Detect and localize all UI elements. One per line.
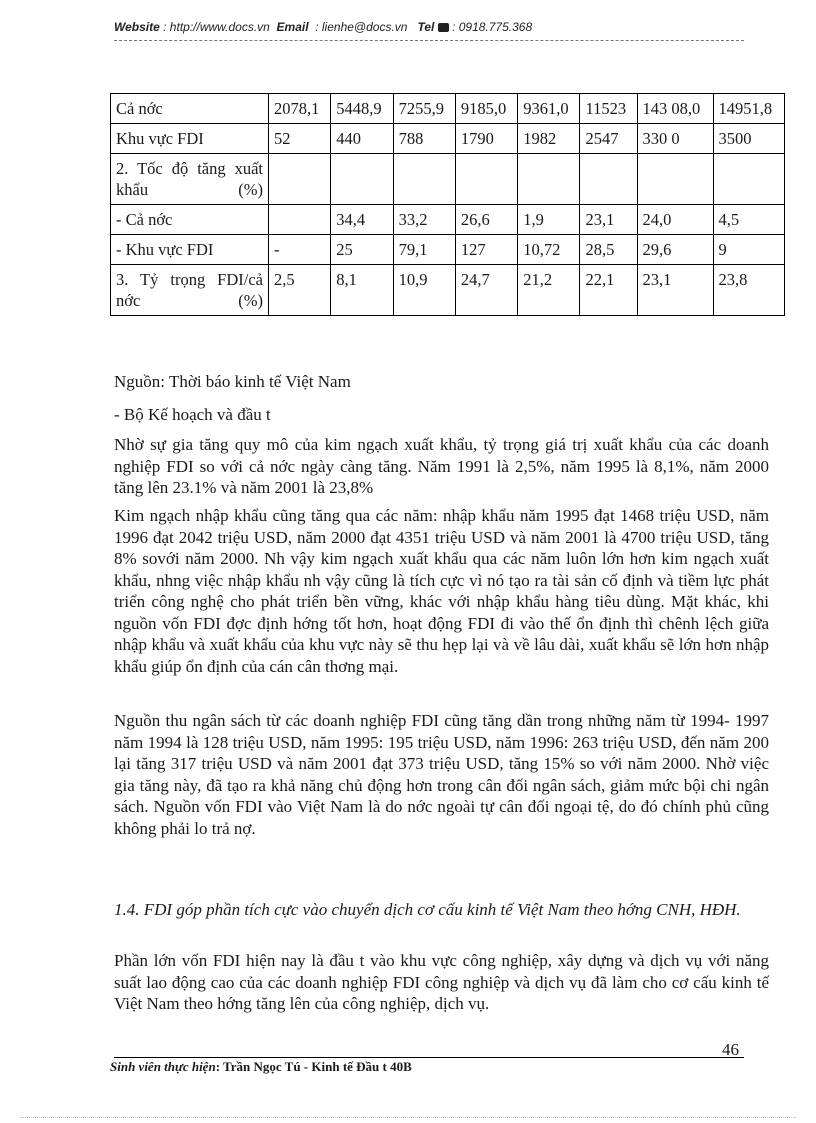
table-cell: 1,9 xyxy=(518,205,580,235)
table-cell: 34,4 xyxy=(331,205,393,235)
table-cell: 24,7 xyxy=(455,265,517,316)
header-divider xyxy=(114,40,744,41)
row-label: 2. Tốc độ tăng xuất khẩu (%) xyxy=(111,154,269,205)
phone-icon xyxy=(438,23,449,32)
tel-label: Tel xyxy=(417,20,435,34)
page-header xyxy=(114,20,744,34)
footer-divider xyxy=(114,1057,744,1058)
table-cell: 14951,8 xyxy=(713,94,784,124)
source-note: Nguồn: Thời báo kinh tế Việt Nam xyxy=(114,372,351,391)
table-cell xyxy=(331,154,393,205)
table-cell: 9 xyxy=(713,235,784,265)
table-cell: 1790 xyxy=(455,124,517,154)
table-row xyxy=(111,235,785,265)
website-label: Website xyxy=(114,20,160,34)
paragraph-structure: Phần lớn vốn FDI hiện nay là đầu t vào khu vực công nghiệp, xây dựng và dịch vụ với năng suất lao động cao của các doanh nghiệp FDI công nghiệp và dịch vụ đã làm cho cơ cấu kinh tế Việt Nam theo hớng tăng lên của công nghiệp, dịch vụ. xyxy=(114,951,769,1013)
paragraph-budget-revenue: Nguồn thu ngân sách từ các doanh nghiệp FDI cũng tăng dần trong những năm từ 1994- 1997 năm 1994 là 128 triệu USD, năm 1995: 195 triệu USD, năm 1996: 263 triệu USD, đến năm 200 lại tăng 317 triệu USD và năm 2001 đạt 373 triệu USD, tăng 15% so với năm 2000. Nhờ việc gia tăng này, đã tạo ra khả năng chủ động hơn trong cân đối ngân sách, giảm mức bội chi ngân sách. Nguồn vốn FDI vào Việt Nam là do nớc ngoài tự cân đối ngoại tệ, do đó chính phủ cũng không phải lo trả nợ. xyxy=(114,711,769,838)
table-cell: 2,5 xyxy=(269,265,331,316)
table-cell xyxy=(580,154,637,205)
table-cell: 5448,9 xyxy=(331,94,393,124)
table-cell: 11523 xyxy=(580,94,637,124)
table-cell: 52 xyxy=(269,124,331,154)
page-bottom-border xyxy=(20,1117,796,1118)
table-cell xyxy=(393,154,455,205)
table-cell: 10,9 xyxy=(393,265,455,316)
page-footer xyxy=(110,1059,412,1075)
table-cell: 29,6 xyxy=(637,235,713,265)
table-cell: 143 08,0 xyxy=(637,94,713,124)
table-cell: 79,1 xyxy=(393,235,455,265)
table-cell: 7255,9 xyxy=(393,94,455,124)
table-cell: 28,5 xyxy=(580,235,637,265)
table-cell: 127 xyxy=(455,235,517,265)
footer-label: Sinh viên thực hiện xyxy=(110,1059,216,1074)
table-cell: 1982 xyxy=(518,124,580,154)
table-cell xyxy=(637,154,713,205)
row-label: 3. Tỷ trọng FDI/cả nớc (%) xyxy=(111,265,269,316)
table-cell: 9361,0 xyxy=(518,94,580,124)
table-cell: 788 xyxy=(393,124,455,154)
footer-author: : Trần Ngọc Tú - Kinh tế Đầu t 40B xyxy=(215,1059,412,1074)
table-cell: 10,72 xyxy=(518,235,580,265)
email-label: Email xyxy=(276,20,309,34)
table-cell: 24,0 xyxy=(637,205,713,235)
table-cell: 8,1 xyxy=(331,265,393,316)
table-cell: 23,1 xyxy=(637,265,713,316)
table-cell xyxy=(518,154,580,205)
table-cell: 3500 xyxy=(713,124,784,154)
table-cell: 22,1 xyxy=(580,265,637,316)
tel-value: : 0918.775.368 xyxy=(452,20,533,34)
table-cell: 2078,1 xyxy=(269,94,331,124)
table-cell: 9185,0 xyxy=(455,94,517,124)
page-number: 46 xyxy=(722,1040,739,1059)
table-cell: 330 0 xyxy=(637,124,713,154)
paragraph-import-turnover: Kim ngạch nhập khẩu cũng tăng qua các năm: nhập khẩu năm 1995 đạt 1468 triệu USD, năm 1996 đạt 2042 triệu USD, năm 2000 đạt 4351 triệu USD và năm 2001 là 4700 triệu USD, tăng 8% sovới năm 2000. Nh vậy kim ngạch xuất khẩu qua các năm luôn lớn hơn kim ngạch xuất khẩu, nhng việc nhập khẩu nh vậy cũng là tích cực vì nó tạo ra tài sản cố định và tiềm lực phát triển công nghệ cho phát triển bền vững, khác với nhập khẩu hàng tiêu dùng. Mặt khác, khi nguồn vốn FDI đợc định hớng tốt hơn, hoạt động FDI đi vào thế ổn định thì chênh lệch giữa nhập khẩu và xuất khẩu của khu vực này sẽ thu hẹp lại và về lâu dài, xuất khẩu sẽ lớn hơn nhập khẩu giúp ổn định của cán cân thơng mại. xyxy=(114,506,769,676)
table-row xyxy=(111,94,785,124)
table-cell: 26,6 xyxy=(455,205,517,235)
table-cell xyxy=(455,154,517,205)
website-value[interactable]: : http://www.docs.vn xyxy=(163,20,270,34)
row-label: - Khu vực FDI xyxy=(111,235,269,265)
table-cell: 23,8 xyxy=(713,265,784,316)
table-cell: 2547 xyxy=(580,124,637,154)
table-cell xyxy=(713,154,784,205)
table-cell: 33,2 xyxy=(393,205,455,235)
table-cell: 440 xyxy=(331,124,393,154)
row-label: Khu vực FDI xyxy=(111,124,269,154)
section-heading: 1.4. FDI góp phần tích cực vào chuyển dịch cơ cấu kinh tế Việt Nam theo hớng CNH, HĐH. xyxy=(114,900,741,919)
source-note-2: - Bộ Kế hoạch và đầu t xyxy=(114,405,271,424)
table-row xyxy=(111,154,785,205)
table-cell: 23,1 xyxy=(580,205,637,235)
export-statistics-table xyxy=(110,93,785,316)
paragraph-export-share: Nhờ sự gia tăng quy mô của kim ngạch xuất khẩu, tỷ trọng giá trị xuất khẩu của các doanh nghiệp FDI so với cả nớc ngày càng tăng. Năm 1991 là 2,5%, năm 1995 là 8,1%, năm 2000 tăng lên 23.1% và năm 2001 là 23,8% xyxy=(114,435,769,497)
table-cell: 4,5 xyxy=(713,205,784,235)
table-row xyxy=(111,124,785,154)
row-label: - Cả nớc xyxy=(111,205,269,235)
table-cell: - xyxy=(269,235,331,265)
table-cell xyxy=(269,205,331,235)
table-cell xyxy=(269,154,331,205)
table-cell: 21,2 xyxy=(518,265,580,316)
email-value[interactable]: : lienhe@docs.vn xyxy=(315,20,408,34)
table-body xyxy=(111,94,785,316)
table-row xyxy=(111,265,785,316)
row-label: Cả nớc xyxy=(111,94,269,124)
table-row xyxy=(111,205,785,235)
table-cell: 25 xyxy=(331,235,393,265)
